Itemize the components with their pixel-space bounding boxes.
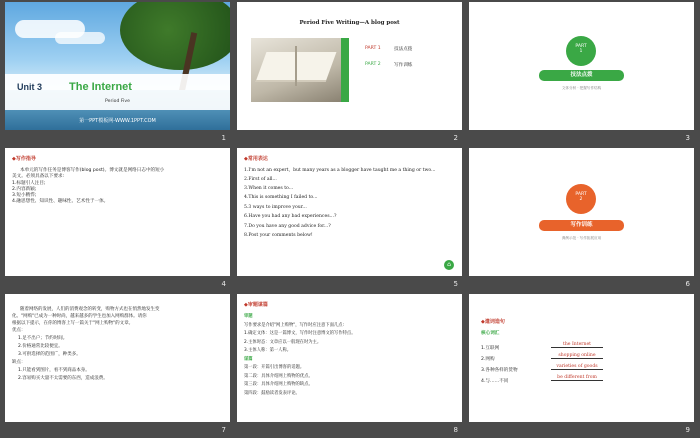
slide-number: 8 (453, 426, 458, 434)
slide-number: 7 (221, 426, 226, 434)
part-text-2[interactable]: 写作训练 (394, 63, 413, 68)
slide-cell-5[interactable] (235, 146, 462, 292)
cloud-shape (55, 32, 105, 44)
list-item: 2.First of all... (244, 176, 277, 182)
slide-cell-1[interactable] (3, 0, 230, 146)
part-label-2: PART 2 (365, 62, 381, 67)
slide-3[interactable] (469, 2, 694, 130)
slide-subtitle: Period Five (105, 99, 130, 104)
vocab-answer-1: the Internet (551, 342, 603, 348)
slide-cell-4[interactable] (3, 146, 230, 292)
slide-1[interactable] (5, 2, 230, 130)
vocab-label-4: 4.与……不同 (481, 379, 509, 384)
slide-cell-2[interactable] (235, 0, 462, 146)
home-icon[interactable]: ⌂ (444, 260, 454, 270)
list-item: 6.Have you had any bad experiences...? (244, 214, 337, 220)
slide-9[interactable] (469, 294, 694, 422)
slide-number: 6 (685, 280, 690, 288)
subheading: 核心词汇 (481, 331, 500, 336)
slide-heading: ◆审题谋篇 (244, 302, 268, 308)
section-caption: 典例示范 · 写作拓展应用 (561, 236, 602, 240)
slide-7[interactable] (5, 294, 230, 422)
slide-number: 3 (685, 134, 690, 142)
slide-number: 4 (221, 280, 226, 288)
slide-heading: Period Five Writing—A blog post (299, 20, 400, 26)
vocab-label-3: 3.各种各样的货物 (481, 368, 518, 373)
slide-2[interactable] (237, 2, 462, 130)
vocab-answer-4: be different from (551, 375, 603, 381)
part-label-1: PART 1 (365, 46, 381, 51)
vocab-label-1: 1.互联网 (481, 346, 500, 351)
accent-bar (341, 38, 349, 102)
slide-number: 1 (221, 134, 226, 142)
slide-cell-3[interactable] (467, 0, 694, 146)
list-item: 8.Post your comments below! (244, 233, 313, 239)
part-circle: PART 2 (566, 184, 596, 214)
slide-8[interactable] (237, 294, 462, 422)
section-title-pill: 写作训练 (539, 220, 624, 231)
tree-foliage (120, 2, 230, 70)
part-circle: PART 1 (566, 36, 596, 66)
slide-6[interactable] (469, 148, 694, 276)
slide-cell-9[interactable] (467, 292, 694, 438)
expression-list (244, 168, 456, 240)
analysis-text: 审题 写作要求是介绍"网上购物"，写作时应注意下面几点: 1.确定文体：这是一篇博文，写作时注意博文的写作特点。 2.主体时态：文章应以一般现在时为主。 3.主体人称：第一人称。 谋篇 第一段：开篇引出博客的话题。 第二段：具体介绍网上购物的优点。 第三段：具体介绍网上购物的缺点。 第四段：鼓励读者发表评论。 (244, 314, 356, 396)
slide-4[interactable] (5, 148, 230, 276)
vocab-answer-3: varieties of goods (551, 364, 603, 370)
slide-number: 2 (453, 134, 458, 142)
vocab-label-2: 2.网购 (481, 357, 495, 362)
book-image (251, 38, 341, 102)
list-item: 5.3 ways to improve your... (244, 204, 307, 210)
slide-heading: ◆写作指导 (12, 156, 36, 162)
list-item: 7.Do you have any good advice for...? (244, 223, 331, 229)
vocab-answer-2: shopping online (551, 353, 603, 359)
section-caption: 文体分析 · 把握写作结构 (561, 86, 602, 90)
slide-cell-6[interactable] (467, 146, 694, 292)
section-title-pill: 技法点拨 (539, 70, 624, 81)
footer-text: 第一PPT模板网-WWW.1PPT.COM (79, 118, 156, 124)
list-item: 1.I'm not an expert，but many years as a blogger have taught me a thing or two... (244, 168, 436, 173)
slide-heading: ◆遣词造句 (481, 319, 505, 325)
body-text: 本单元的写作任务是博客写作(blog post)。博文就是网络日志中的短小 美文。必须具备以下要求: 1.标题引人注目; 2.内容新颖; 3.短小精悍; 4.融思想性、知识性、趣味性、艺术性于一体。 (12, 168, 165, 205)
task-text: 随着网络的发展，人们的消费观念的转变，购物方式也在悄然地发生变 化。"网购"已成为一种时尚，越来越多的学生也加入网购群体。请你 根据以下提示，在你的博客上写一篇关于"网上购物"的文章。 优点： 1.足不出户；节约时间。 2.价格通常比较便宜。 3.可供选择的范围广，种类多。 缺点： 1.只能看到图片，看不到商品本身。 2.容易购买大量不太需要的东西，造成浪费。 (12, 307, 160, 381)
slide-heading: ◆常用表达 (244, 156, 268, 162)
slide-title: The Internet (69, 81, 132, 93)
list-item: 4.This is something I failed to... (244, 195, 318, 201)
unit-label: Unit 3 (17, 82, 43, 92)
list-item: 3.When it comes to... (244, 186, 294, 191)
slide-number: 9 (685, 426, 690, 434)
slide-cell-8[interactable] (235, 292, 462, 438)
slide-cell-7[interactable] (3, 292, 230, 438)
slide-5[interactable] (237, 148, 462, 276)
part-text-1[interactable]: 技法点拨 (394, 47, 413, 52)
slide-number: 5 (453, 280, 458, 288)
